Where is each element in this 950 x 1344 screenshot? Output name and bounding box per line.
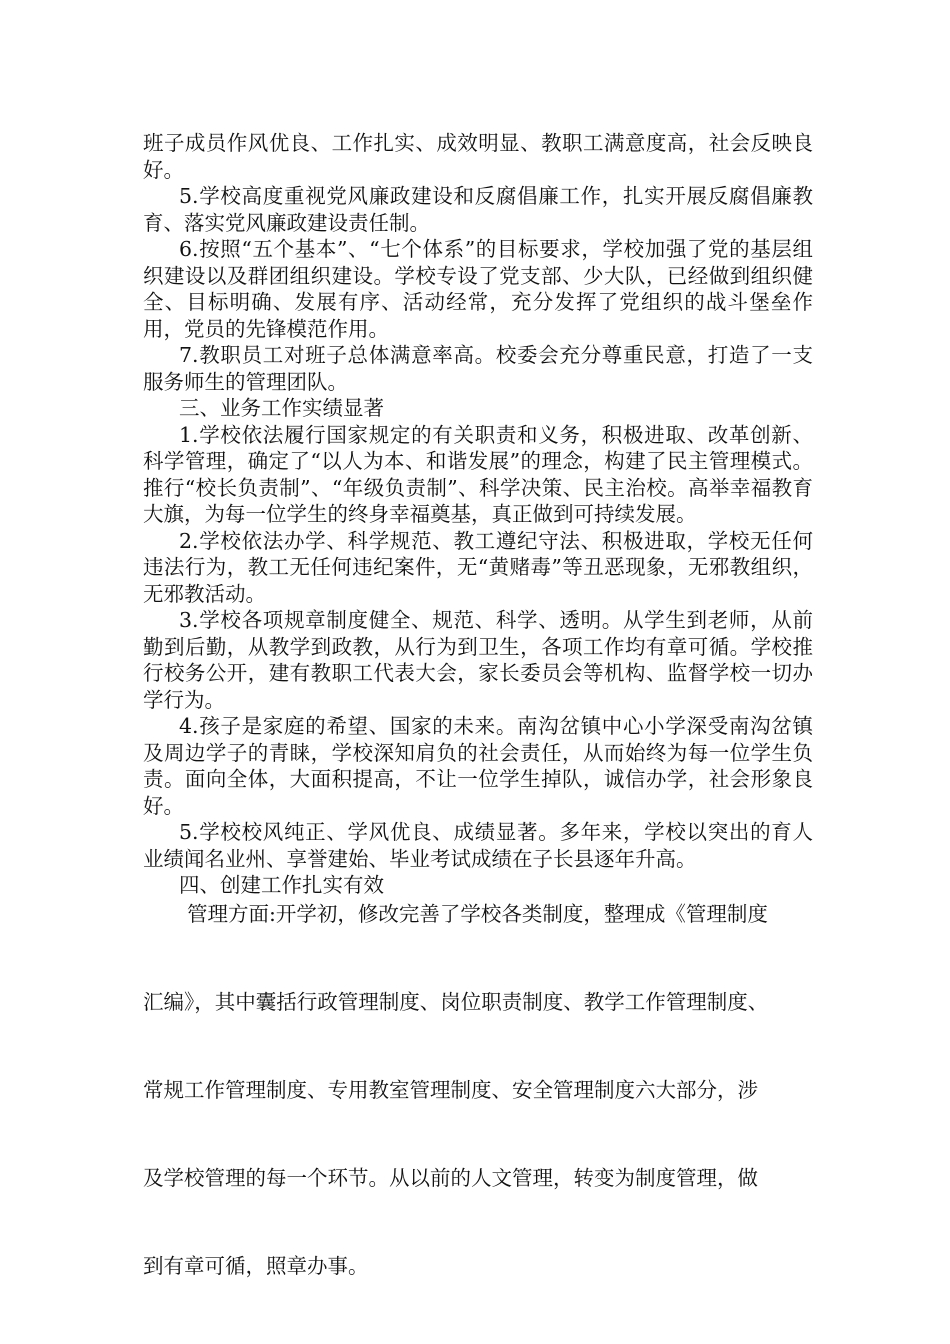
management-line-3: 常规工作管理制度、专用教室管理制度、安全管理制度六大部分，涉 — [143, 1077, 758, 1102]
paragraph-item-2-lawful: 2.学校依法办学、科学规范、教工遵纪守法、积极进取，学校无任何违法行为，教工无任何违纪案件，无“黄赌毒”等丑恶现象，无邪教组织，无邪教活动。 — [143, 528, 813, 606]
management-line-5: 到有章可循，照章办事。 — [143, 1253, 369, 1278]
document-page — [143, 130, 813, 1279]
section-heading-3: 三、业务工作实绩显著 — [179, 396, 384, 420]
management-line-1: 管理方面:开学初，修改完善了学校各类制度，整理成《管理制度 — [187, 901, 768, 926]
paragraph-item-6-organization: 6.按照“五个基本”、“七个体系”的目标要求，学校加强了党的基层组织建设以及群团组织建设。学校专设了党支部、少大队，已经做到组织健全、目标明确、发展有序、活动经常，充分发挥了党组织的战斗堡垒作用，党员的先锋模范作用。 — [143, 237, 813, 341]
paragraph-item-5-party-conduct: 5.学校高度重视党风廉政建设和反腐倡廉工作，扎实开展反腐倡廉教育、落实党风廉政建设责任制。 — [143, 184, 813, 235]
document-body — [143, 130, 813, 899]
paragraph-item-7-satisfaction: 7.教职员工对班子总体满意率高。校委会充分尊重民意，打造了一支服务师生的管理团队。 — [143, 343, 813, 394]
paragraph-continuation: 班子成员作风优良、工作扎实、成效明显、教职工满意度高，社会反映良好。 — [143, 131, 813, 182]
paragraph-item-3-rules: 3.学校各项规章制度健全、规范、科学、透明。从学生到老师，从前勤到后勤，从教学到政教，从行为到卫生，各项工作均有章可循。学校推行校务公开，建有教职工代表大会，家长委员会等机构、监督学校一切办学行为。 — [143, 608, 813, 712]
management-line-4: 及学校管理的每一个环节。从以前的人文管理，转变为制度管理，做 — [143, 1165, 758, 1190]
paragraph-item-4-children: 4.孩子是家庭的希望、国家的未来。南沟岔镇中心小学深受南沟岔镇及周边学子的青睐，学校深知肩负的社会责任，从而始终为每一位学生负责。面向全体，大面积提高，不让一位学生掉队，诚信办学，社会形象良好。 — [143, 714, 813, 818]
paragraph-item-1-duties: 1.学校依法履行国家规定的有关职责和义务，积极进取、改革创新、科学管理，确定了“以人为本、和谐发展”的理念，构建了民主管理模式。推行“校长负责制”、“年级负责制”、科学决策、民主治校。高举幸福教育大旗，为每一位学生的终身幸福奠基，真正做到可持续发展。 — [143, 422, 813, 526]
management-section — [143, 901, 813, 1279]
section-heading-4: 四、创建工作扎实有效 — [179, 873, 384, 897]
paragraph-item-5-school-spirit: 5.学校校风纯正、学风优良、成绩显著。多年来，学校以突出的育人业绩闻名业州、享誉建始、毕业考试成绩在子长县逐年升高。 — [143, 820, 813, 871]
management-line-2: 汇编》，其中囊括行政管理制度、岗位职责制度、教学工作管理制度、 — [143, 989, 769, 1014]
